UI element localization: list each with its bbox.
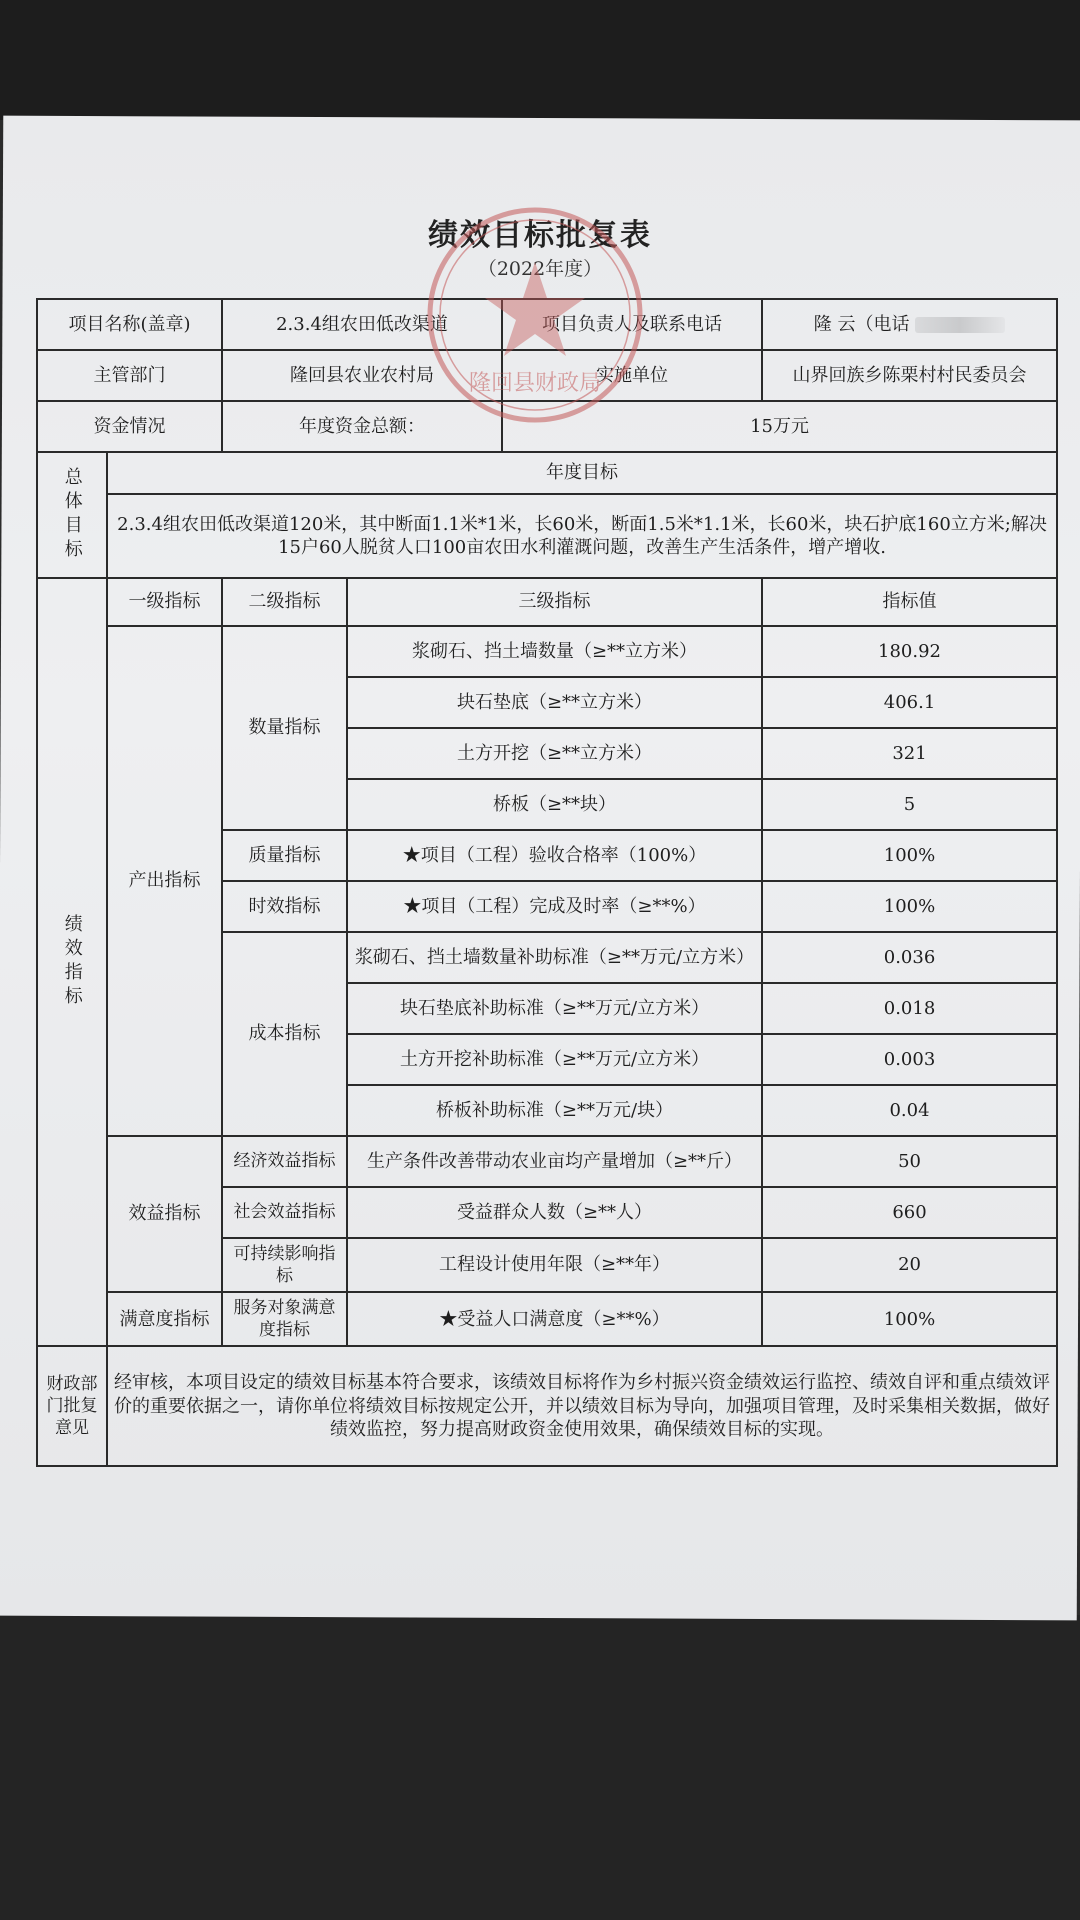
indicator-name: ★项目（工程）验收合格率（100%）	[347, 830, 762, 881]
row-project-name	[37, 299, 1057, 350]
indicator-value: 50	[762, 1136, 1057, 1187]
row-funding	[37, 401, 1057, 452]
indicator-name: 块石垫底（≥**立方米）	[347, 677, 762, 728]
benefit-indicator-label: 效益指标	[107, 1136, 222, 1292]
indicator-row	[37, 626, 1057, 677]
stamp-text: 隆回县财政局	[468, 371, 602, 396]
indicator-value: 0.018	[762, 983, 1057, 1034]
row-department	[37, 350, 1057, 401]
indicator-name: 工程设计使用年限（≥**年）	[347, 1238, 762, 1292]
year-goal-label: 年度目标	[107, 452, 1057, 494]
background-top	[0, 0, 1080, 120]
contact-value: 隆 云（电话	[813, 313, 910, 335]
fund-label: 资金情况	[37, 401, 222, 452]
indicator-value: 0.04	[762, 1085, 1057, 1136]
indicator-row	[37, 1292, 1057, 1346]
social-indicator-label: 社会效益指标	[222, 1187, 347, 1238]
economic-indicator-label: 经济效益指标	[222, 1136, 347, 1187]
indicator-name: 生产条件改善带动农业亩均产量增加（≥**斤）	[347, 1136, 762, 1187]
background-bottom	[0, 1615, 1080, 1920]
redaction-mask	[915, 317, 1005, 333]
indicator-name: 浆砌石、挡土墙数量（≥**立方米）	[347, 626, 762, 677]
project-name-label: 项目名称(盖章)	[37, 299, 222, 350]
output-indicator-label: 产出指标	[107, 626, 222, 1136]
satisfaction-indicator-label: 满意度指标	[107, 1292, 222, 1346]
project-name-value: 2.3.4组农田低改渠道	[222, 299, 502, 350]
cost-indicator-label: 成本指标	[222, 932, 347, 1136]
indicator-name: ★项目（工程）完成及时率（≥**%）	[347, 881, 762, 932]
row-year-goal-header	[37, 452, 1057, 494]
dept-label: 主管部门	[37, 350, 222, 401]
fund-total-label: 年度资金总额：	[222, 401, 502, 452]
finance-opinion-text: 经审核，本项目设定的绩效目标基本符合要求，该绩效目标将作为乡村振兴资金绩效运行监控、绩效自评和重点绩效评价的重要依据之一，请你单位将绩效目标按规定公开，并以绩效目标为导向，加强项目管理，及时采集相关数据，做好绩效监控，努力提高财政资金使用效果，确保绩效目标的实现。	[107, 1346, 1057, 1466]
indicator-value: 0.036	[762, 932, 1057, 983]
indicator-value: 406.1	[762, 677, 1057, 728]
indicator-value: 100%	[762, 1292, 1057, 1346]
indicators-side-label: 绩效指标	[37, 578, 107, 1346]
indicator-value: 0.003	[762, 1034, 1057, 1085]
overall-goal-side-label: 总体目标	[37, 452, 107, 578]
indicator-name: 浆砌石、挡土墙数量补助标准（≥**万元/立方米）	[347, 932, 762, 983]
indicator-value: 660	[762, 1187, 1057, 1238]
row-year-goal-text	[37, 494, 1057, 578]
dept-value: 隆回县农业农村局	[222, 350, 502, 401]
quantity-indicator-label: 数量指标	[222, 626, 347, 830]
fund-total-value: 15万元	[502, 401, 1057, 452]
indicator-value: 180.92	[762, 626, 1057, 677]
indicator-value: 5	[762, 779, 1057, 830]
approval-form-table	[36, 298, 1058, 1467]
year-goal-text: 2.3.4组农田低改渠道120米，其中断面1.1米*1米，长60米，断面1.5米*1.1米，长60米，块石护底160立方米;解决15户60人脱贫人口100亩农田水利灌溉问题，改善生产生活条件，增产增收.	[107, 494, 1057, 578]
document-title: 绩效目标批复表	[428, 218, 652, 253]
indicator-row	[37, 1136, 1057, 1187]
contact-value-cell	[762, 299, 1057, 350]
contact-label: 项目负责人及联系电话	[502, 299, 762, 350]
indicator-name: 块石垫底补助标准（≥**万元/立方米）	[347, 983, 762, 1034]
indicator-name: 桥板补助标准（≥**万元/块）	[347, 1085, 762, 1136]
row-indicator-header	[37, 578, 1057, 626]
indicator-name: 土方开挖（≥**立方米）	[347, 728, 762, 779]
row-finance-opinion	[37, 1346, 1057, 1466]
indicator-value: 20	[762, 1238, 1057, 1292]
col-level1-header: 一级指标	[107, 578, 222, 626]
indicator-name: 土方开挖补助标准（≥**万元/立方米）	[347, 1034, 762, 1085]
indicator-value: 100%	[762, 881, 1057, 932]
indicator-value: 321	[762, 728, 1057, 779]
col-value-header: 指标值	[762, 578, 1057, 626]
indicator-name: ★受益人口满意度（≥**%）	[347, 1292, 762, 1346]
col-level2-header: 二级指标	[222, 578, 347, 626]
indicator-value: 100%	[762, 830, 1057, 881]
impl-label: 实施单位	[502, 350, 762, 401]
indicator-name: 桥板（≥**块）	[347, 779, 762, 830]
timeliness-indicator-label: 时效指标	[222, 881, 347, 932]
col-level3-header: 三级指标	[347, 578, 762, 626]
finance-side-label: 财政部门批复意见	[37, 1346, 107, 1466]
impl-value: 山界回族乡陈栗村村民委员会	[762, 350, 1057, 401]
indicator-name: 受益群众人数（≥**人）	[347, 1187, 762, 1238]
quality-indicator-label: 质量指标	[222, 830, 347, 881]
document-subtitle: （2022年度）	[477, 258, 603, 280]
service-indicator-label: 服务对象满意度指标	[222, 1292, 347, 1346]
sustain-indicator-label: 可持续影响指标	[222, 1238, 347, 1292]
